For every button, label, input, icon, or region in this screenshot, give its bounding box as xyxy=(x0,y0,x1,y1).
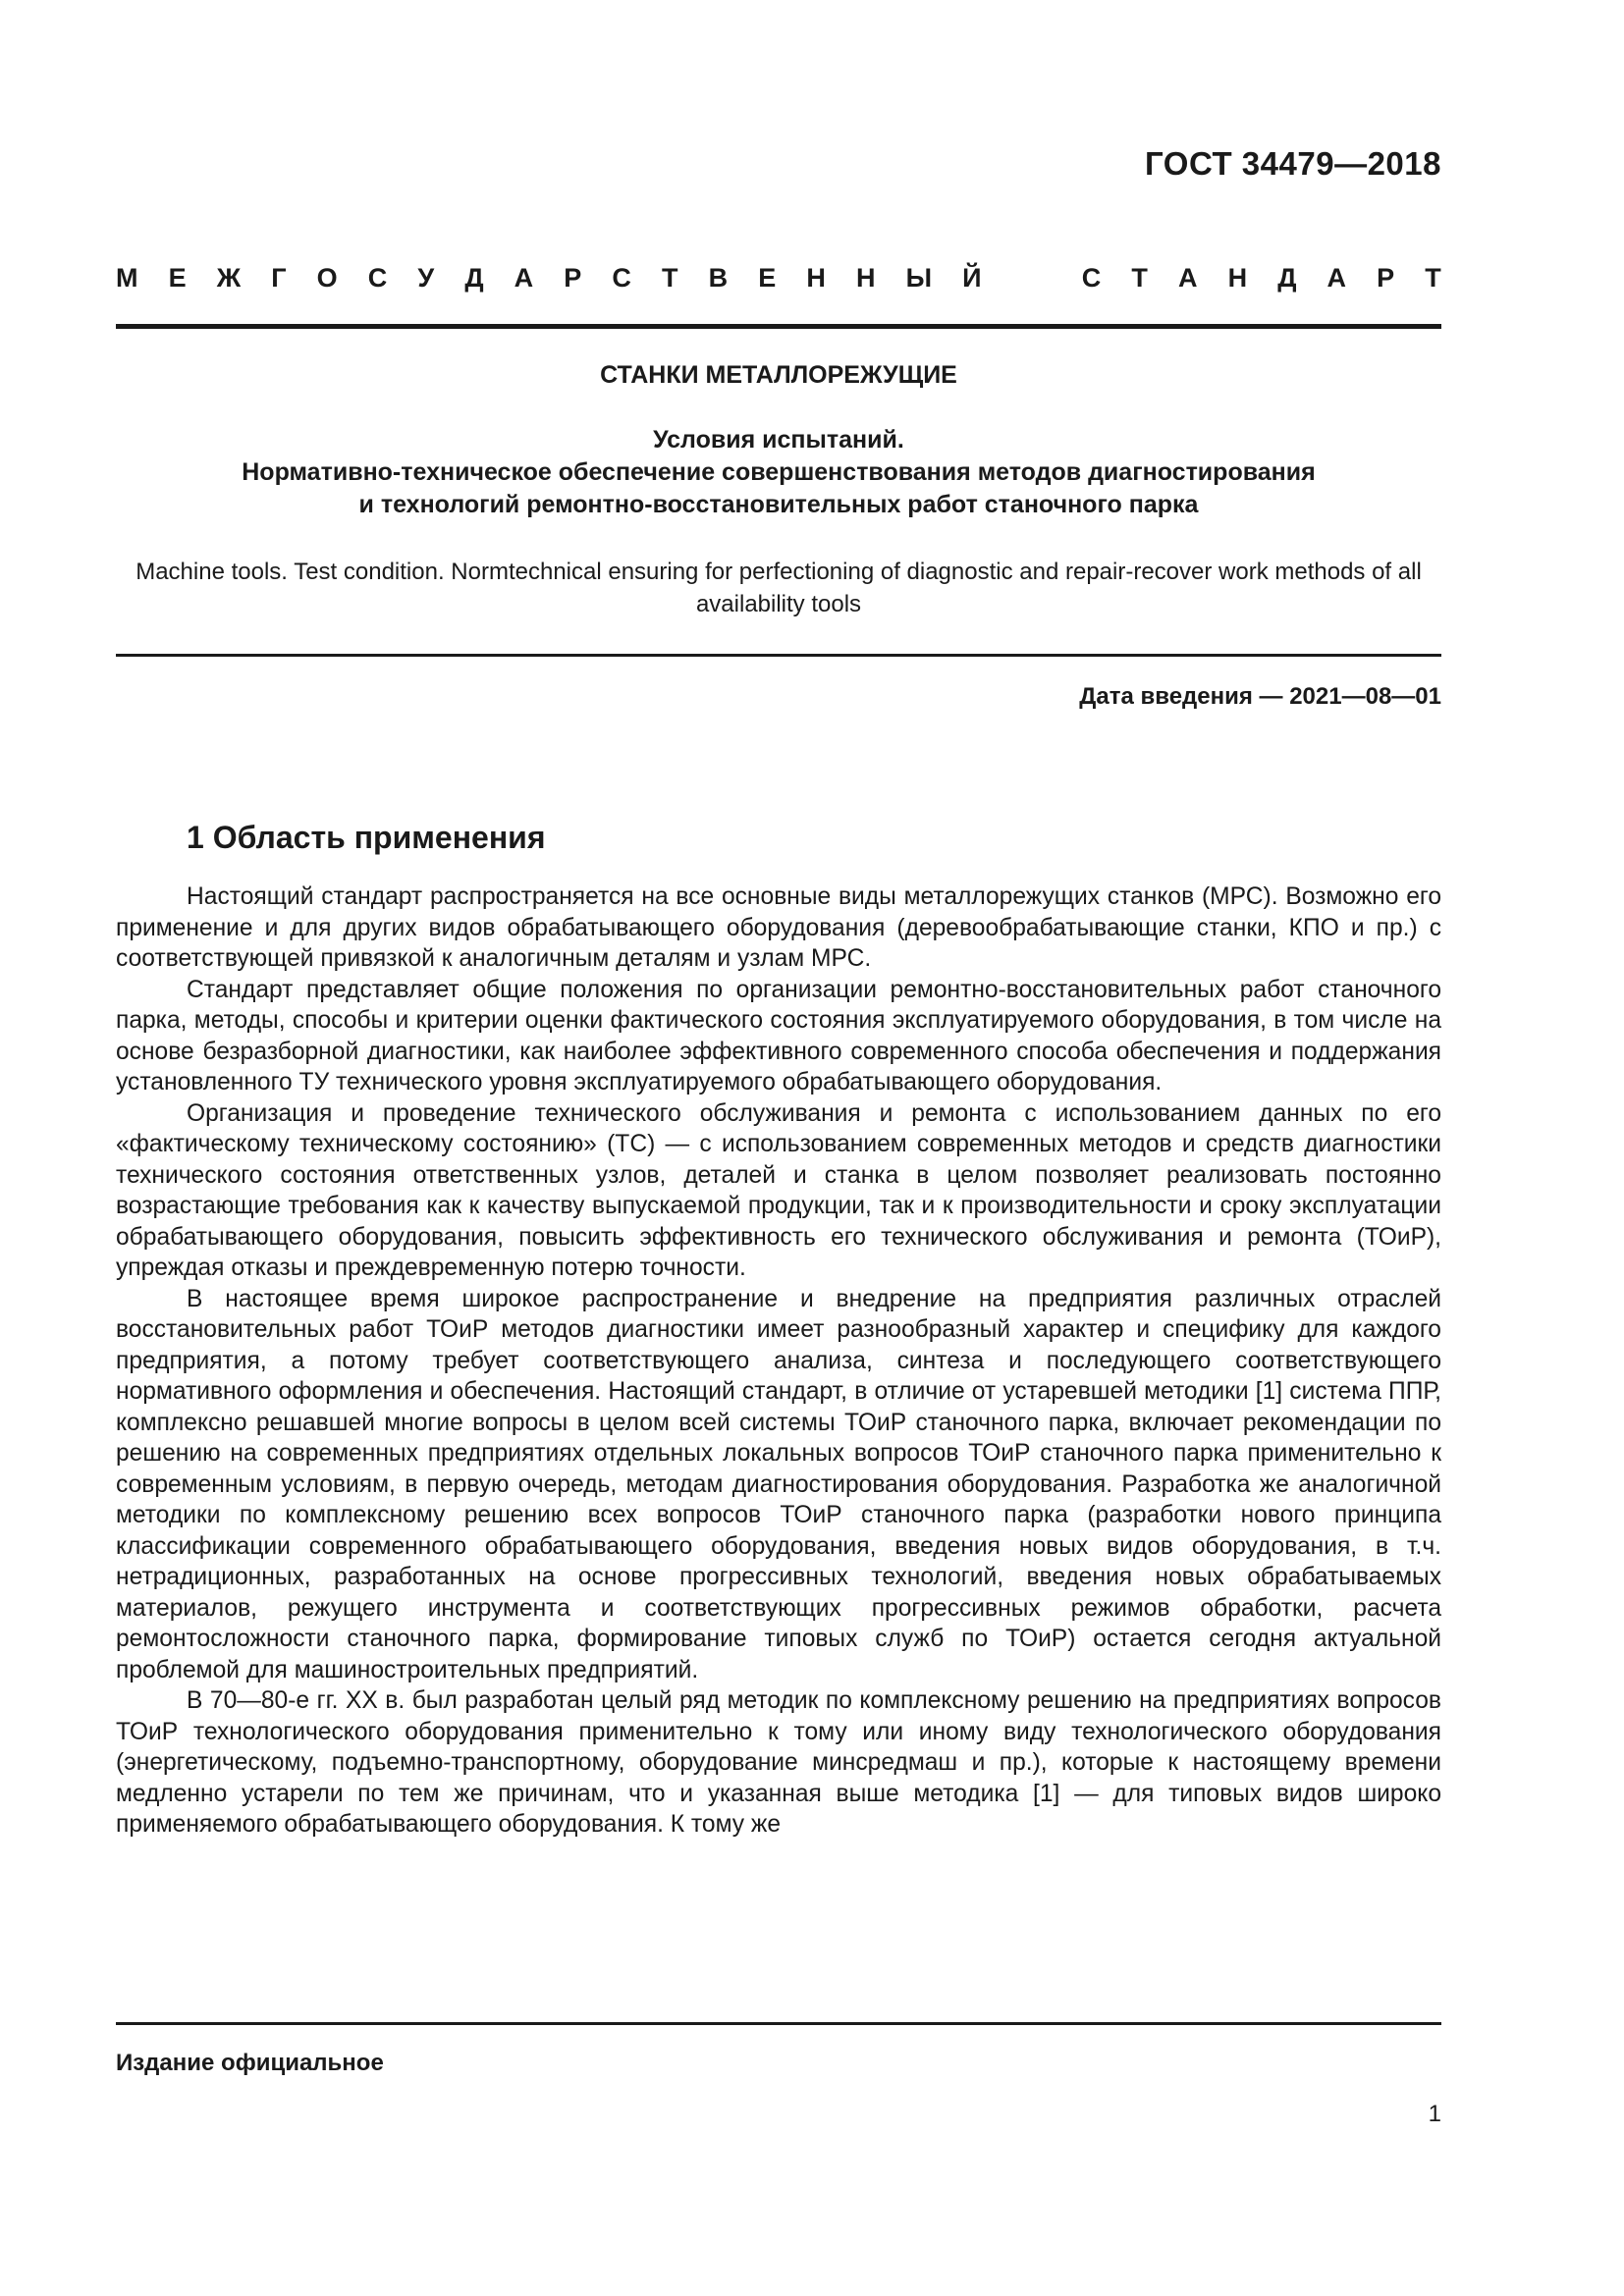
banner-letter: Т xyxy=(1425,263,1441,293)
banner-letter: Е xyxy=(168,263,187,293)
banner-letter: А xyxy=(1326,263,1347,293)
banner-letter: С xyxy=(1081,263,1102,293)
banner-letter: Й xyxy=(962,263,982,293)
body-paragraph: В настоящее время широкое распространение и внедрение на предприятия различных отраслей восстановительных работ ТОиР методов диагностики имеет разнообразный характер и специфику для каждого предприятия, а потому требует соответствующего анализа, синтеза и последующего соответствующего нормативного оформления и обеспечения. Настоящий стандарт, в отличие от устаревшей методики [1] система ППР, комплексно решавшей многие вопросы в целом всей системы ТОиР станочного парка, включает рекомендации по решению на современных предприятиях отдельных локальных вопросов ТОиР станочного парка применительно к современным условиям, в первую очередь, методам диагностирования оборудования. Разработка же аналогичной методики по комплексному решению всех вопросов ТОиР станочного парка (разработки нового принципа классификации современного обрабатывающего оборудования, введения новых видов оборудования, в т.ч. нетрадиционных, разработанных на основе прогрессивных технологий, введения новых обрабатываемых материалов, режущего инструмента и соответствующих прогрессивных режимов обработки, расчета ремонтосложности станочного парка, формирование типовых служб по ТОиР) остается сегодня актуальной проблемой для машиностроительных предприятий. xyxy=(116,1285,1441,1683)
banner-letter: Д xyxy=(1277,263,1297,293)
section-heading: 1 Область применения xyxy=(187,820,546,855)
banner-letter: Н xyxy=(806,263,826,293)
official-edition-label: Издание официальное xyxy=(116,2050,384,2076)
body-paragraph: Стандарт представляет общие положения по организации ремонтно-восстановительных работ станочного парка, методы, способы и критерии оценки фактического состояния эксплуатируемого оборудования, в том числе на основе безразборной диагностики, как наиболее эффективного современного способа обеспечения и поддержания установленного ТУ технического уровня эксплуатируемого обрабатывающего оборудования. xyxy=(116,976,1441,1095)
interstate-letter-row xyxy=(116,263,1441,294)
footer-divider xyxy=(116,2022,1441,2025)
page-number: 1 xyxy=(1428,2101,1441,2127)
body-paragraph: Настоящий стандарт распространяется на все основные виды металлорежущих станков (МРС). Возможно его применение и для других видов обрабатывающего оборудования (деревообрабатывающие станки, КПО и пр.) с соответствующей привязкой к аналогичным деталям и узлам МРС. xyxy=(116,883,1441,972)
banner-letter: В xyxy=(708,263,729,293)
banner-letter: С xyxy=(367,263,388,293)
introduction-date: Дата введения — 2021—08—01 xyxy=(1079,683,1441,710)
banner-letter: Т xyxy=(1131,263,1148,293)
banner-letter: Н xyxy=(855,263,876,293)
subtitle-line: Нормативно-техническое обеспечение совершенствования методов диагностирования xyxy=(242,458,1316,486)
title-divider xyxy=(116,654,1441,657)
banner-letter: Р xyxy=(1377,263,1395,293)
subtitle-line: и технологий ремонтно-восстановительных работ станочного парка xyxy=(358,491,1199,518)
banner-letter: У xyxy=(417,263,435,293)
header-divider-thick xyxy=(116,324,1441,329)
banner-letter: А xyxy=(514,263,534,293)
banner-letter: Т xyxy=(662,263,678,293)
english-title: Machine tools. Test condition. Normtechnical ensuring for perfectioning of diagnostic and repair-recover work methods of all availability tools xyxy=(135,559,1422,617)
banner-letter: Е xyxy=(758,263,777,293)
interstate-standard-banner xyxy=(116,263,1441,294)
section-body xyxy=(116,881,1441,1841)
banner-letter: О xyxy=(316,263,338,293)
body-paragraph: В 70—80-е гг. XX в. был разработан целый ряд методик по комплексному решению на предприятиях вопросов ТОиР технологического оборудования применительно к тому или иному виду технологического оборудования (энергетическому, подъемно-транспортному, оборудование минсредмаш и пр.), которые к настоящему времени медленно устарели по тем же причинам, что и указанная выше методика [1] — для типовых видов широко применяемого обрабатывающего оборудования. К тому же xyxy=(116,1687,1441,1838)
standard-subtitle xyxy=(116,424,1441,521)
banner-letter: М xyxy=(116,263,138,293)
banner-letter: Ж xyxy=(216,263,242,293)
subtitle-line: Условия испытаний. xyxy=(653,426,904,454)
banner-letter: С xyxy=(612,263,631,293)
banner-letter: А xyxy=(1177,263,1198,293)
document-number: ГОСТ 34479—2018 xyxy=(1145,145,1441,182)
standard-title: СТАНКИ МЕТАЛЛОРЕЖУЩИЕ xyxy=(600,361,957,389)
body-paragraph: Организация и проведение технического обслуживания и ремонта с использованием данных по его «фактическому техническому состоянию» (ТС) — с использованием современных методов и средств диагностики технического состояния ответственных узлов, деталей и станка в целом позволяет реализовать постоянно возрастающие требования как к качеству выпускаемой продукции, так и к производительности и сроку эксплуатации обрабатывающего оборудования, повысить эффективность его технического обслуживания и ремонта (ТОиР), упреждая отказы и преждевременную потерю точности. xyxy=(116,1099,1441,1281)
banner-letter: Д xyxy=(464,263,484,293)
banner-letter: Р xyxy=(564,263,582,293)
banner-letter: Н xyxy=(1227,263,1248,293)
banner-letter: Г xyxy=(271,263,287,293)
banner-letter: Ы xyxy=(905,263,933,293)
